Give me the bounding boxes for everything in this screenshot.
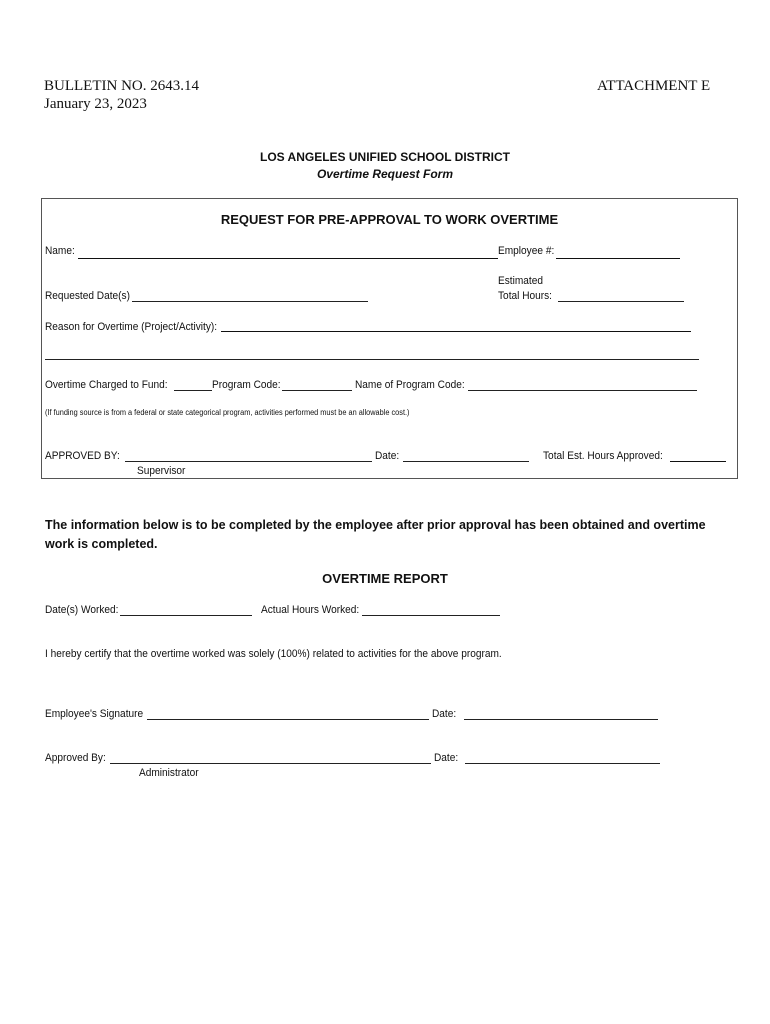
- administrator-label: Administrator: [139, 767, 199, 779]
- total-est-hours-label: Total Est. Hours Approved:: [543, 450, 663, 462]
- fund-label: Overtime Charged to Fund:: [45, 379, 168, 391]
- fund-field[interactable]: [174, 390, 212, 391]
- name-label: Name:: [45, 245, 75, 257]
- district-title: LOS ANGELES UNIFIED SCHOOL DISTRICT: [259, 150, 510, 164]
- employee-signature-field[interactable]: [147, 719, 429, 720]
- requested-dates-label: Requested Date(s): [45, 290, 130, 302]
- total-hours-field[interactable]: [558, 301, 684, 302]
- bulletin-date: January 23, 2023: [44, 96, 147, 112]
- overtime-report-heading: OVERTIME REPORT: [322, 571, 448, 586]
- pre-approval-box: [41, 198, 738, 479]
- certification-text: I hereby certify that the overtime worked was solely (100%) related to activities for the above program.: [45, 648, 502, 660]
- employee-number-label: Employee #:: [498, 245, 555, 257]
- report-approved-by-field[interactable]: [110, 763, 431, 764]
- total-est-hours-field[interactable]: [670, 461, 726, 462]
- program-name-field[interactable]: [468, 390, 697, 391]
- estimated-label: Estimated: [498, 275, 544, 287]
- funding-note: (If funding source is from a federal or state categorical program, activities performed must be an allowable cost.): [45, 408, 410, 417]
- approved-by-field[interactable]: [125, 461, 372, 462]
- signature-date-field[interactable]: [464, 719, 658, 720]
- form-title: Overtime Request Form: [316, 167, 454, 181]
- name-field[interactable]: [78, 258, 498, 259]
- approved-by-label: APPROVED BY:: [45, 450, 120, 462]
- approval-date-field[interactable]: [403, 461, 529, 462]
- reason-label: Reason for Overtime (Project/Activity):: [45, 321, 218, 333]
- total-hours-label: Total Hours:: [498, 290, 553, 302]
- actual-hours-field[interactable]: [362, 615, 500, 616]
- dates-worked-field[interactable]: [120, 615, 252, 616]
- actual-hours-label: Actual Hours Worked:: [261, 604, 360, 616]
- program-name-label: Name of Program Code:: [355, 379, 465, 391]
- signature-date-label: Date:: [432, 708, 457, 720]
- program-code-field[interactable]: [282, 390, 352, 391]
- approval-date-label: Date:: [375, 450, 400, 462]
- requested-dates-field[interactable]: [132, 301, 368, 302]
- report-date-field[interactable]: [465, 763, 660, 764]
- report-approved-by-label: Approved By:: [45, 752, 106, 764]
- employee-number-field[interactable]: [556, 258, 680, 259]
- employee-signature-label: Employee's Signature: [45, 708, 144, 720]
- report-date-label: Date:: [434, 752, 459, 764]
- reason-field[interactable]: [221, 331, 691, 332]
- program-code-label: Program Code:: [212, 379, 281, 391]
- supervisor-label: Supervisor: [137, 465, 186, 477]
- dates-worked-label: Date(s) Worked:: [45, 604, 119, 616]
- pre-approval-heading: REQUEST FOR PRE-APPROVAL TO WORK OVERTIME: [220, 212, 559, 227]
- reason-field-continued[interactable]: [45, 359, 699, 360]
- instructions-text: The information below is to be completed by the employee after prior approval has been obtained and overtime work is completed.: [45, 518, 706, 551]
- bulletin-number: BULLETIN NO. 2643.14: [44, 78, 199, 94]
- attachment-label: ATTACHMENT E: [597, 78, 711, 94]
